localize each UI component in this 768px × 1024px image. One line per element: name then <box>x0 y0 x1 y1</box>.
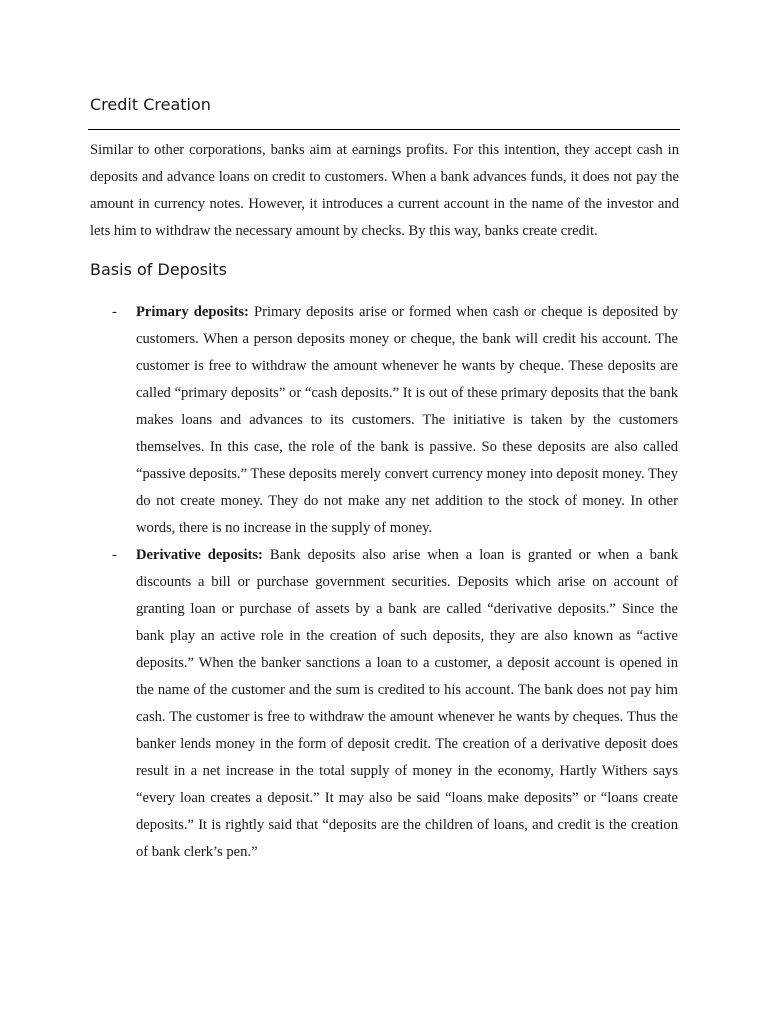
definition-primary-deposits: Primary deposits arise or formed when cash or cheque is deposited by customers. When a person deposits money or cheque, the bank will credit his account. The customer is free to withdraw the amount whenever he wants by cheque. These deposits are called “primary deposits” or “cash deposits.” It is out of these primary deposits that the bank makes loans and advances to its customers. The initiative is taken by the customers themselves. In this case, the role of the bank is passive. So these deposits are also called “passive deposits.” These deposits merely convert currency money into deposit money. They do not create money. They do not make any net addition to the stock of money. In other words, there is no increase in the supply of money. <box>136 304 678 536</box>
list-item-text <box>136 299 678 542</box>
heading-credit-creation: Credit Creation <box>90 95 211 114</box>
list-bullet-dash: - <box>112 547 117 563</box>
list-item-text <box>136 542 678 866</box>
term-derivative-deposits: Derivative deposits: <box>136 547 263 563</box>
heading-underline-rule <box>88 129 680 130</box>
list-bullet-dash: - <box>112 304 117 320</box>
deposits-list <box>0 299 768 866</box>
list-item-derivative-deposits <box>0 542 768 866</box>
intro-paragraph: Similar to other corporations, banks aim at earnings profits. For this intention, they accept cash in deposits and advance loans on credit to customers. When a bank advances funds, it does not pay the amount in currency notes. However, it introduces a current account in the name of the investor and lets him to withdraw the necessary amount by checks. By this way, banks create credit. <box>90 142 679 239</box>
heading-basis-of-deposits: Basis of Deposits <box>90 260 227 279</box>
term-primary-deposits: Primary deposits: <box>136 304 249 320</box>
list-item-primary-deposits <box>0 299 768 542</box>
definition-derivative-deposits: Bank deposits also arise when a loan is granted or when a bank discounts a bill or purchase government securities. Deposits which arise on account of granting loan or purchase of assets by a bank are called “derivative deposits.” Since the bank play an active role in the creation of such deposits, they are also known as “active deposits.” When the banker sanctions a loan to a customer, a deposit account is opened in the name of the customer and the sum is credited to his account. The bank does not pay him cash. The customer is free to withdraw the amount whenever he wants by cheques. Thus the banker lends money in the form of deposit credit. The creation of a derivative deposit does result in a net increase in the total supply of money in the economy, Hartly Withers says “every loan creates a deposit.” It may also be said “loans make deposits” or “loans create deposits.” It is rightly said that “deposits are the children of loans, and credit is the creation of bank clerk’s pen.” <box>136 547 678 860</box>
